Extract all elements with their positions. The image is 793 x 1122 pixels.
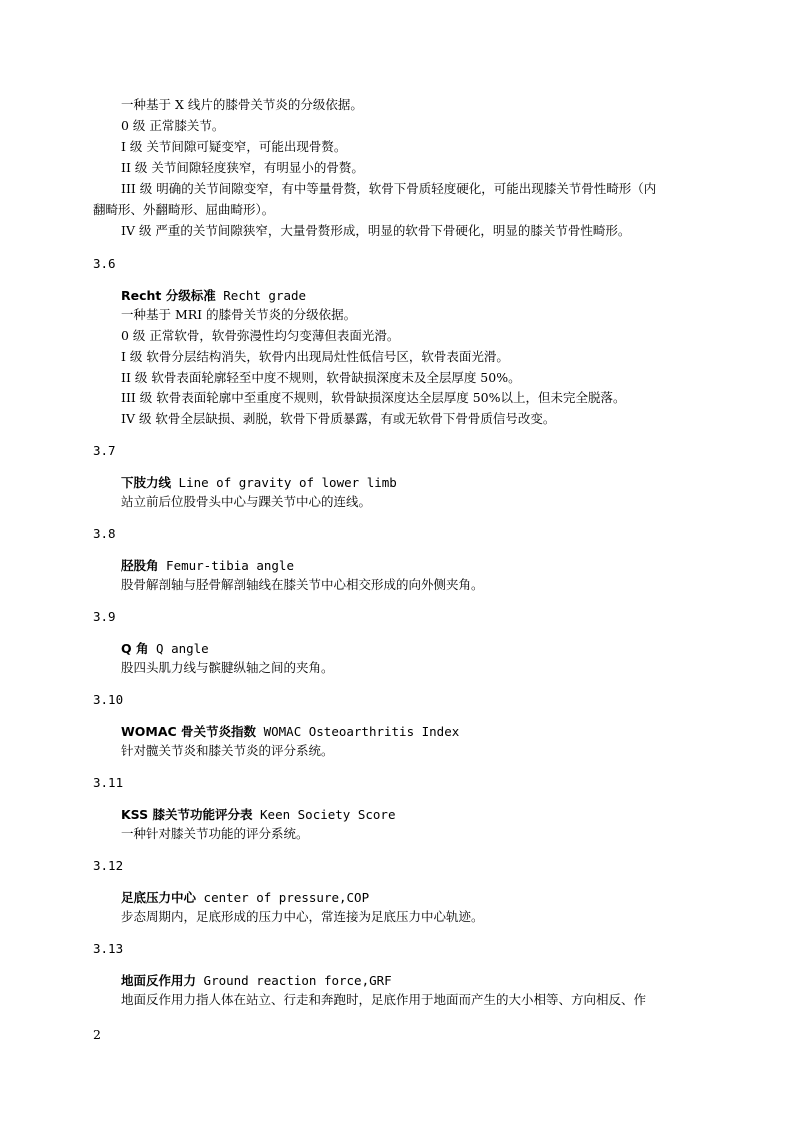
- intro-line: II 级 关节间隙轻度狭窄，有明显小的骨赘。: [121, 160, 364, 175]
- term-heading: [121, 805, 395, 823]
- section-number: 3.8: [93, 526, 116, 541]
- term-zh: Recht 分级标准: [121, 288, 216, 303]
- definition-line: 股骨解剖轴与胫骨解剖轴线在膝关节中心相交形成的向外侧夹角。: [121, 577, 484, 592]
- section-number: 3.9: [93, 609, 116, 624]
- section-number: 3.11: [93, 775, 124, 790]
- definition-line: 一种基于 MRI 的膝骨关节炎的分级依据。: [121, 307, 357, 322]
- page-number: 2: [93, 1027, 101, 1042]
- definition-line: II 级 软骨表面轮廓轻至中度不规则，软骨缺损深度未及全层厚度 50%。: [121, 370, 521, 385]
- intro-line: IV 级 严重的关节间隙狭窄，大量骨赘形成，明显的软骨下骨硬化，明显的膝关节骨性畸形。: [121, 223, 631, 238]
- term-heading: [121, 722, 459, 740]
- definition-line: 0 级 正常软骨，软骨弥漫性均匀变薄但表面光滑。: [121, 328, 400, 343]
- definition-line: 步态周期内，足底形成的压力中心，常连接为足底压力中心轨迹。: [121, 909, 484, 924]
- term-heading: [121, 286, 306, 304]
- term-zh: WOMAC 骨关节炎指数: [121, 724, 257, 739]
- term-heading: [121, 639, 209, 657]
- term-heading: [121, 971, 392, 989]
- term-en: Keen Society Score: [260, 807, 396, 822]
- term-en: center of pressure,COP: [203, 890, 370, 905]
- term-zh: 下肢力线: [121, 475, 172, 490]
- term-en: Recht grade: [223, 288, 307, 303]
- intro-line: 0 级 正常膝关节。: [121, 118, 225, 133]
- intro-line: 一种基于 X 线片的膝骨关节炎的分级依据。: [121, 97, 363, 112]
- term-zh: 足底压力中心: [121, 890, 197, 905]
- section-number: 3.13: [93, 941, 124, 956]
- section-number: 3.12: [93, 858, 124, 873]
- term-heading: [121, 473, 397, 491]
- section-number: 3.6: [93, 256, 116, 271]
- term-en: Femur-tibia angle: [166, 558, 294, 573]
- term-en: Ground reaction force,GRF: [203, 973, 392, 988]
- section-number: 3.7: [93, 443, 116, 458]
- term-zh: 地面反作用力: [121, 973, 197, 988]
- definition-line: 一种针对膝关节功能的评分系统。: [121, 826, 309, 841]
- definition-line: 股四头肌力线与髌腱纵轴之间的夹角。: [121, 660, 334, 675]
- term-zh: Q 角: [121, 641, 149, 656]
- definition-line: IV 级 软骨全层缺损、剥脱，软骨下骨质暴露，有或无软骨下骨骨质信号改变。: [121, 411, 556, 426]
- definition-line: III 级 软骨表面轮廓中至重度不规则，软骨缺损深度达全层厚度 50%以上，但未完全脱落。: [121, 390, 626, 405]
- term-en: Q angle: [156, 641, 209, 656]
- definition-line: 站立前后位股骨头中心与踝关节中心的连线。: [121, 494, 372, 509]
- intro-line: I 级 关节间隙可疑变窄，可能出现骨赘。: [121, 139, 347, 154]
- definition-line: 地面反作用力指人体在站立、行走和奔跑时，足底作用于地面而产生的大小相等、方向相反、作: [121, 992, 647, 1007]
- intro-line: 翻畸形、外翻畸形、屈曲畸形）。: [93, 202, 275, 217]
- term-zh: KSS 膝关节功能评分表: [121, 807, 253, 822]
- term-zh: 胫股角: [121, 558, 159, 573]
- term-en: WOMAC Osteoarthritis Index: [263, 724, 460, 739]
- section-number: 3.10: [93, 692, 124, 707]
- term-heading: [121, 888, 369, 906]
- term-en: Line of gravity of lower limb: [178, 475, 397, 490]
- intro-line: III 级 明确的关节间隙变窄，有中等量骨赘，软骨下骨质轻度硬化，可能出现膝关节骨性畸形（内: [121, 181, 657, 196]
- definition-line: 针对髋关节炎和膝关节炎的评分系统。: [121, 743, 334, 758]
- term-heading: [121, 556, 294, 574]
- definition-line: I 级 软骨分层结构消失，软骨内出现局灶性低信号区，软骨表面光滑。: [121, 349, 509, 364]
